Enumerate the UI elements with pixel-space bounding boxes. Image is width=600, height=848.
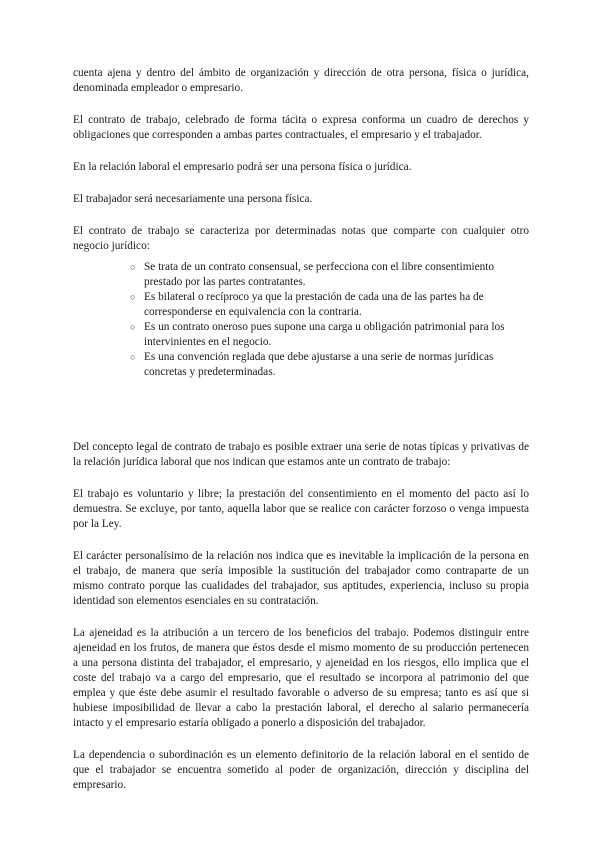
list-item: [130, 320, 529, 350]
paragraph-legal-concept-intro: Del concepto legal de contrato de trabajo es posible extraer una serie de notas típicas y privativas de la relación jurídica laboral que nos indican que estamos ante un contrato de trabajo:: [73, 441, 529, 468]
paragraph-dependence: La dependencia o subordinación es un elemento definitorio de la relación laboral en el sentido de que el trabajador se encuentra sometido al poder de organización, dirección y disciplina del empresario.: [73, 749, 529, 791]
paragraph-contract-rights: El contrato de trabajo, celebrado de forma tácita o expresa conforma un cuadro de derechos y obligaciones que corresponden a ambas partes contractuales, el empresario y el trabajador.: [73, 114, 529, 141]
list-item: [130, 350, 529, 380]
paragraph-ajeneidad: La ajeneidad es la atribución a un tercero de los beneficios del trabajo. Podemos distinguir entre ajeneidad en los frutos, de manera que éstos desde el mismo momento de su producción pertenecen a una persona distinta del trabajador, el empresario, y ajeneidad en los riesgos, ello implica que el coste del trabajo va a cargo del empresario, que el resultado se incorpora al patrimonio del que emplea y que éste debe asumir el resultado favorable o adverso de su empresa; tanto es así que si hubiese imposibilidad de llevar a cabo la prestación laboral, el derecho al salario permanecería intacto y el empresario estaría obligado a ponerlo a disposición del trabajador.: [73, 627, 529, 729]
list-item: [130, 260, 529, 290]
paragraph-definition-continuation: cuenta ajena y dentro del ámbito de organización y dirección de otra persona, física o jurídica, denominada empleador o empresario.: [73, 67, 529, 94]
paragraph-employer-person: En la relación laboral el empresario podrá ser una persona física o jurídica.: [73, 161, 412, 173]
list-item-text: Es un contrato oneroso pues supone una carga u obligación patrimonial para los intervinientes en el negocio.: [144, 321, 505, 348]
list-item-text: Es una convención reglada que debe ajustarse a una serie de normas jurídicas concretas y predeterminadas.: [144, 351, 494, 378]
circle-bullet-icon: ○: [130, 322, 136, 332]
paragraph-voluntary-work: El trabajo es voluntario y libre; la prestación del consentimiento en el momento del pacto así lo demuestra. Se excluye, por tanto, aquella labor que se realice con carácter forzoso o venga impuesta por la Ley.: [73, 488, 529, 530]
circle-bullet-icon: ○: [130, 352, 136, 362]
bullet-list-contract-notes: [73, 260, 529, 380]
paragraph-personal-character: El carácter personalísimo de la relación nos indica que es inevitable la implicación de la persona en el trabajo, de manera que sería imposible la sustitución del trabajador como contraparte de un mismo contrato porque las cualidades del trabajador, sus aptitudes, experiencia, incluso su propia identidad son elementos esenciales en su contratación.: [73, 550, 529, 607]
circle-bullet-icon: ○: [130, 292, 136, 302]
list-item-text: Se trata de un contrato consensual, se perfecciona con el libre consentimiento prestado por las partes contratantes.: [144, 261, 495, 288]
paragraph-contract-notes-intro: El contrato de trabajo se caracteriza por determinadas notas que comparte con cualquier otro negocio jurídico:: [73, 225, 529, 252]
list-item-text: Es bilateral o recíproco ya que la prestación de cada una de las partes ha de corresponderse en equivalencia con la contraria.: [144, 291, 484, 318]
list-item: [130, 290, 529, 320]
circle-bullet-icon: ○: [130, 262, 136, 272]
paragraph-worker-person: El trabajador será necesariamente una persona física.: [73, 193, 313, 205]
document-page: [73, 66, 529, 793]
